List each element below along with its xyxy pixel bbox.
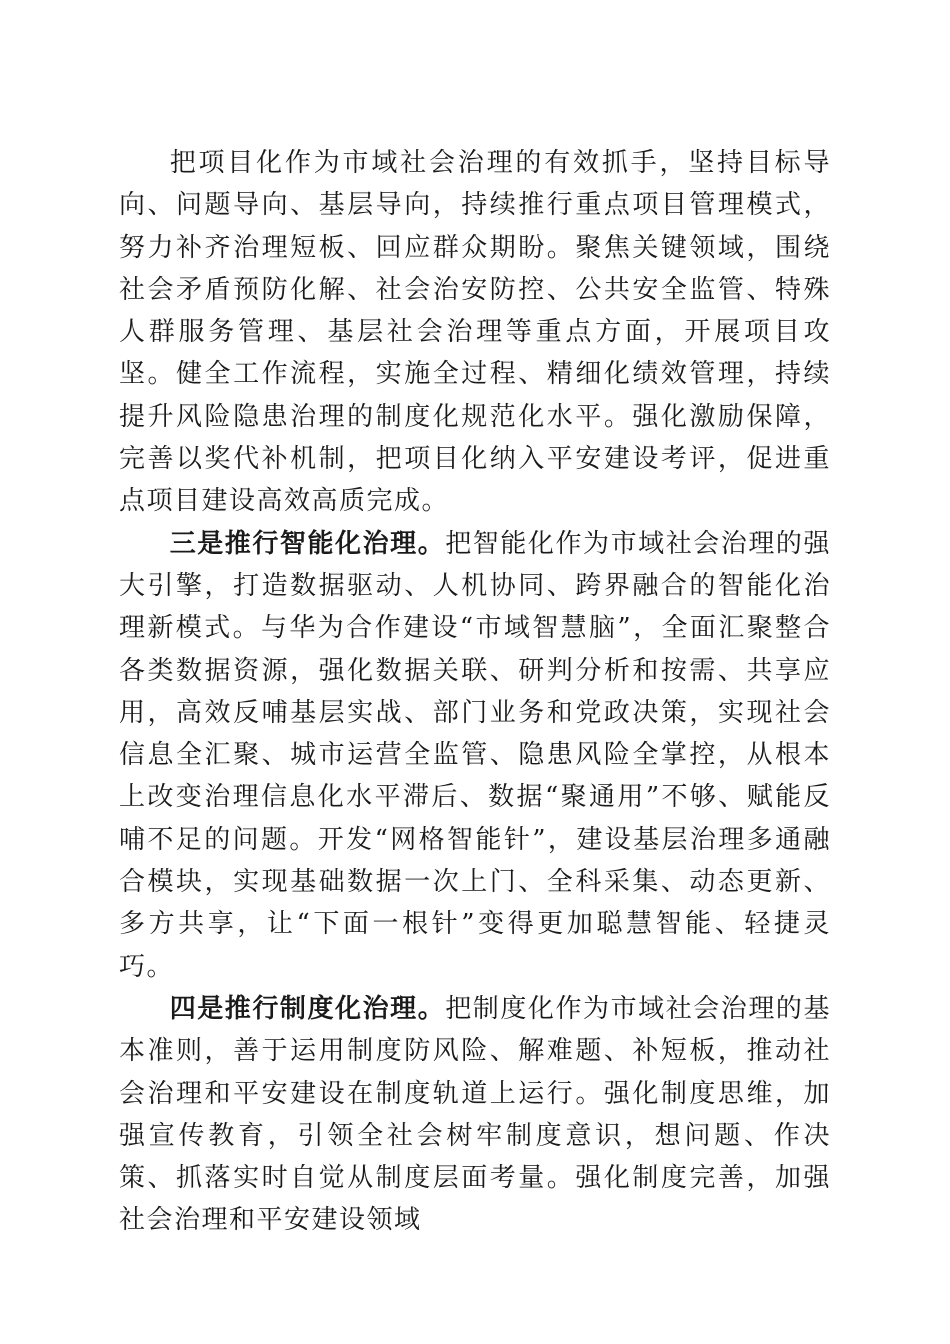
paragraph-text: 把智能化作为市域社会治理的强大引擎，打造数据驱动、人机协同、跨界融合的智能化治理新模式。与华为合作建设“市域智慧脑”，全面汇聚整合各类数据资源，强化数据关联、研判分析和按需、共享应用，高效反哺基层实战、部门业务和党政决策，实现社会信息全汇聚、城市运营全监管、隐患风险全掌控，从根本上改变治理信息化水平滞后、数据“聚通用”不够、赋能反哺不足的问题。开发“网格智能针”，建设基层治理多通融合模块，实现基础数据一次上门、全科采集、动态更新、多方共享，让“下面一根针”变得更加聪慧智能、轻捷灵巧。	[119, 528, 831, 982]
paragraph-institutional-governance	[119, 988, 831, 1242]
paragraph-intelligent-governance	[119, 523, 831, 988]
paragraph-lead: 四是推行制度化治理。	[169, 993, 446, 1024]
paragraph-text: 把制度化作为市域社会治理的基本准则，善于运用制度防风险、解难题、补短板，推动社会治理和平安建设在制度轨道上运行。强化制度思维，加强宣传教育，引领全社会树牢制度意识，想问题、作决策、抓落实时自觉从制度层面考量。强化制度完善，加强社会治理和平安建设领域	[119, 993, 831, 1236]
document-body	[119, 142, 831, 1242]
paragraph-lead: 三是推行智能化治理。	[169, 528, 446, 559]
paragraph-project-governance	[119, 142, 831, 523]
paragraph-text: 把项目化作为市域社会治理的有效抓手，坚持目标导向、问题导向、基层导向，持续推行重点项目管理模式，努力补齐治理短板、回应群众期盼。聚焦关键领域，围绕社会矛盾预防化解、社会治安防控、公共安全监管、特殊人群服务管理、基层社会治理等重点方面，开展项目攻坚。健全工作流程，实施全过程、精细化绩效管理，持续提升风险隐患治理的制度化规范化水平。强化激励保障，完善以奖代补机制，把项目化纳入平安建设考评，促进重点项目建设高效高质完成。	[119, 148, 831, 517]
